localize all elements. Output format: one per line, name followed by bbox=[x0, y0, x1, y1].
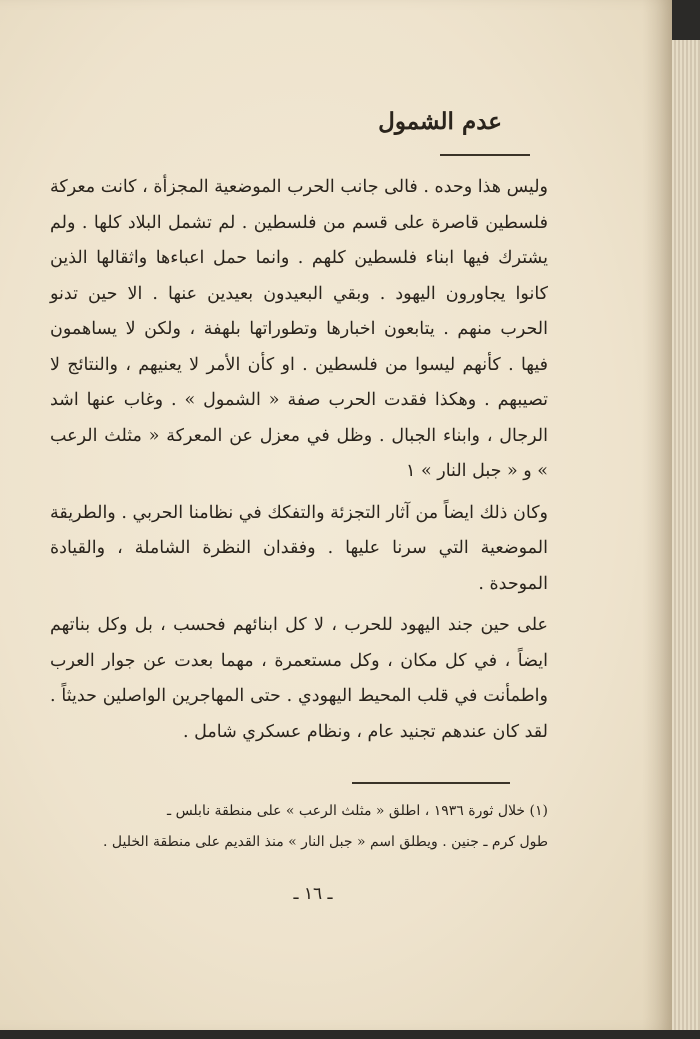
paragraph-3: على حين جند اليهود للحرب ، لا كل ابنائهم فحسب ، بل وكل بناتهم ايضاً ، في كل مكان ، وكل مستعمرة ، مهما بعدت عن جوار العرب واطمأنت في قلب المحيط اليهودي . حتى المهاجرين الواصلين حديثاً . لقد كان عندهم تجنيد عام ، ونظام عسكري شامل . bbox=[50, 615, 548, 742]
page-number: ـ ١٦ ـ bbox=[293, 884, 333, 904]
page-title: عدم الشمول bbox=[378, 108, 502, 135]
paragraph-1: وليس هذا وحده . فالى جانب الحرب الموضعية المجزأة ، كانت معركة فلسطين قاصرة على قسم من فلسطين . لم تشمل البلاد كلها . ولم يشترك فيها ابناء فلسطين كلهم . وانما حمل اعباءها واثقالها الذين كانوا يجاورون اليهود . وبقي البعيدون بعيدين عنها . الا حين تدنو الحرب منهم . يتابعون اخبارها وتطوراتها بلهفة ، ولكن لا يساهمون فيها . كأنهم ليسوا من فلسطين . او كأن الأمر لا يعنيهم ، والنتائج لا تصيبهم . وهكذا فقدت الحرب صفة « الشمول » . وغاب عنها اشد الرجال ، وابناء الجبال . وظل في معزل عن المعركة « مثلث الرعب » و « جبل النار » ١ bbox=[50, 177, 548, 481]
footnote-line-1: (١) خلال ثورة ١٩٣٦ ، اطلق « مثلث الرعب » على منطقة نابلس ـ bbox=[167, 803, 548, 819]
footnote bbox=[48, 796, 548, 858]
footnote-line-2: طول كرم ـ جنين . ويطلق اسم « جبل النار » منذ القديم على منطقة الخليل . bbox=[103, 834, 548, 850]
footnote-separator bbox=[352, 782, 510, 784]
paragraph-2: وكان ذلك ايضاً من آثار التجزئة والتفكك في نظامنا الحربي . والطريقة الموضعية التي سرنا عليها . وفقدان النظرة الشاملة ، والقيادة الموحدة . bbox=[50, 502, 548, 594]
title-underline bbox=[440, 154, 530, 156]
body-text bbox=[50, 170, 548, 750]
